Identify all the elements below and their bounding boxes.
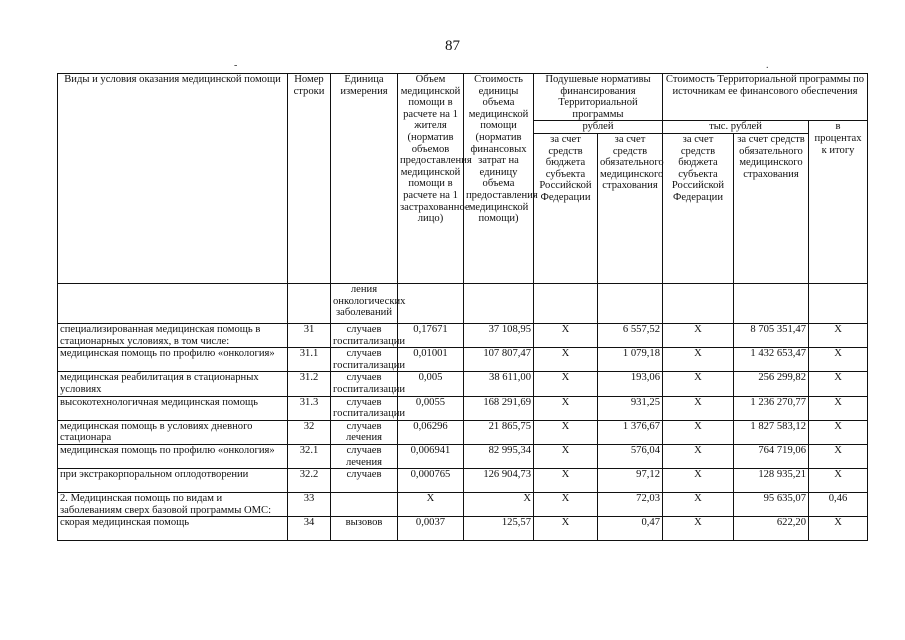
table-row [58,517,868,541]
row-per-capita-oms: 1 376,67 [598,420,663,444]
row-per-capita-budget: X [534,323,598,347]
row-unit [331,493,398,517]
row-kind: 2. Медицинская помощь по видам и заболеваниям сверх базовой программы ОМС: [58,493,288,517]
table-row [58,493,868,517]
row-program-oms: 1 236 270,77 [734,396,809,420]
row-unit: случаев [331,469,398,493]
row-cost: 37 108,95 [464,323,534,347]
row-volume: 0,17671 [398,323,464,347]
row-per-capita-oms: 931,25 [598,396,663,420]
row-kind: высокотехнологичная медицинская помощь [58,396,288,420]
row-per-capita-budget: X [534,469,598,493]
header-row-number: Номер строки [288,74,331,284]
table-row [58,348,868,372]
row-volume: 0,005 [398,372,464,396]
empty-cell [464,283,534,323]
row-kind: скорая медицинская помощь [58,517,288,541]
row-program-oms: 8 705 351,47 [734,323,809,347]
scan-mark: - [234,60,238,71]
header-percent: в процентах к итогу [809,121,868,284]
row-cost: X [464,493,534,517]
row-number: 31.3 [288,396,331,420]
row-percent: 0,46 [809,493,868,517]
empty-cell [398,283,464,323]
header-program-oms: за счет средств обязательного медицинского страхования [734,133,809,283]
row-unit: случаев госпитализации [331,323,398,347]
row-percent: X [809,469,868,493]
row-kind: медицинская реабилитация в стационарных условиях [58,372,288,396]
row-cost: 38 611,00 [464,372,534,396]
empty-cell [809,283,868,323]
empty-cell [663,283,734,323]
row-per-capita-oms: 72,03 [598,493,663,517]
row-volume: 0,0055 [398,396,464,420]
empty-cell [598,283,663,323]
empty-cell [534,283,598,323]
row-percent: X [809,396,868,420]
header-cost: Стоимость единицы объема медицинской помощи (норматив финансовых затрат на единицу объема предоставления медицинской помощи) [464,74,534,284]
row-volume: 0,01001 [398,348,464,372]
row-number: 34 [288,517,331,541]
row-per-capita-oms: 1 079,18 [598,348,663,372]
table-row [58,372,868,396]
table-row [58,469,868,493]
row-per-capita-budget: X [534,396,598,420]
row-program-budget: X [663,517,734,541]
row-percent: X [809,348,868,372]
row-program-budget: X [663,396,734,420]
row-kind: медицинская помощь по профилю «онкология» [58,348,288,372]
row-kind: медицинская помощь по профилю «онкология» [58,444,288,468]
row-program-oms: 128 935,21 [734,469,809,493]
funding-table [57,73,868,541]
table-row [58,396,868,420]
row-program-budget: X [663,493,734,517]
row-unit: случаев госпитализации [331,372,398,396]
row-number: 32.2 [288,469,331,493]
row-per-capita-oms: 0,47 [598,517,663,541]
row-cost: 125,57 [464,517,534,541]
row-program-oms: 1 432 653,47 [734,348,809,372]
header-program-cost-unit: тыс. рублей [663,121,809,134]
row-number: 31 [288,323,331,347]
continuation-unit: ления онкологических заболеваний [331,283,398,323]
row-volume: X [398,493,464,517]
row-program-oms: 1 827 583,12 [734,420,809,444]
header-program-budget: за счет средств бюджета субъекта Российской Федерации [663,133,734,283]
empty-cell [734,283,809,323]
row-program-budget: X [663,420,734,444]
continuation-row-number [288,283,331,323]
row-per-capita-budget: X [534,348,598,372]
row-volume: 0,06296 [398,420,464,444]
row-per-capita-budget: X [534,420,598,444]
row-number: 33 [288,493,331,517]
table-row [58,323,868,347]
row-per-capita-budget: X [534,444,598,468]
row-unit: случаев госпитализации [331,348,398,372]
header-program-cost-group: Стоимость Территориальной программы по источникам ее финансового обеспечения [663,74,868,121]
row-percent: X [809,444,868,468]
row-unit: случаев лечения [331,420,398,444]
row-cost: 82 995,34 [464,444,534,468]
row-per-capita-budget: X [534,517,598,541]
row-percent: X [809,323,868,347]
row-kind: при экстракорпоральном оплодотворении [58,469,288,493]
row-cost: 126 904,73 [464,469,534,493]
header-per-capita-unit: рублей [534,121,663,134]
row-unit: вызовов [331,517,398,541]
table-row [58,444,868,468]
header-volume: Объем медицинской помощи в расчете на 1 жителя (норматив объемов предоставления медицинской помощи в расчете на 1 застрахованное лицо) [398,74,464,284]
row-program-budget: X [663,323,734,347]
row-cost: 21 865,75 [464,420,534,444]
row-per-capita-budget: X [534,493,598,517]
header-per-capita-oms: за счет средств обязательного медицинского страхования [598,133,663,283]
row-program-budget: X [663,348,734,372]
row-number: 32 [288,420,331,444]
header-kind: Виды и условия оказания медицинской помощи [58,74,288,284]
row-number: 32.1 [288,444,331,468]
page-number: 87 [445,38,460,54]
row-percent: X [809,420,868,444]
row-per-capita-oms: 193,06 [598,372,663,396]
table-row [58,420,868,444]
row-per-capita-oms: 6 557,52 [598,323,663,347]
row-cost: 168 291,69 [464,396,534,420]
row-program-budget: X [663,444,734,468]
row-program-oms: 256 299,82 [734,372,809,396]
row-volume: 0,0037 [398,517,464,541]
row-number: 31.2 [288,372,331,396]
row-percent: X [809,517,868,541]
row-per-capita-budget: X [534,372,598,396]
row-volume: 0,006941 [398,444,464,468]
row-program-oms: 95 635,07 [734,493,809,517]
scan-mark: . [766,60,769,71]
row-unit: случаев лечения [331,444,398,468]
header-per-capita-budget: за счет средств бюджета субъекта Российской Федерации [534,133,598,283]
row-per-capita-oms: 97,12 [598,469,663,493]
row-program-budget: X [663,469,734,493]
row-program-budget: X [663,372,734,396]
row-number: 31.1 [288,348,331,372]
row-cost: 107 807,47 [464,348,534,372]
row-program-oms: 764 719,06 [734,444,809,468]
continuation-kind [58,283,288,323]
header-per-capita-group: Подушевые нормативы финансирования Территориальной программы [534,74,663,121]
row-kind: специализированная медицинская помощь в стационарных условиях, в том числе: [58,323,288,347]
row-unit: случаев госпитализации [331,396,398,420]
row-percent: X [809,372,868,396]
row-kind: медицинская помощь в условиях дневного стационара [58,420,288,444]
row-per-capita-oms: 576,04 [598,444,663,468]
row-volume: 0,000765 [398,469,464,493]
row-program-oms: 622,20 [734,517,809,541]
continuation-row [58,283,868,323]
header-unit: Единица измерения [331,74,398,284]
